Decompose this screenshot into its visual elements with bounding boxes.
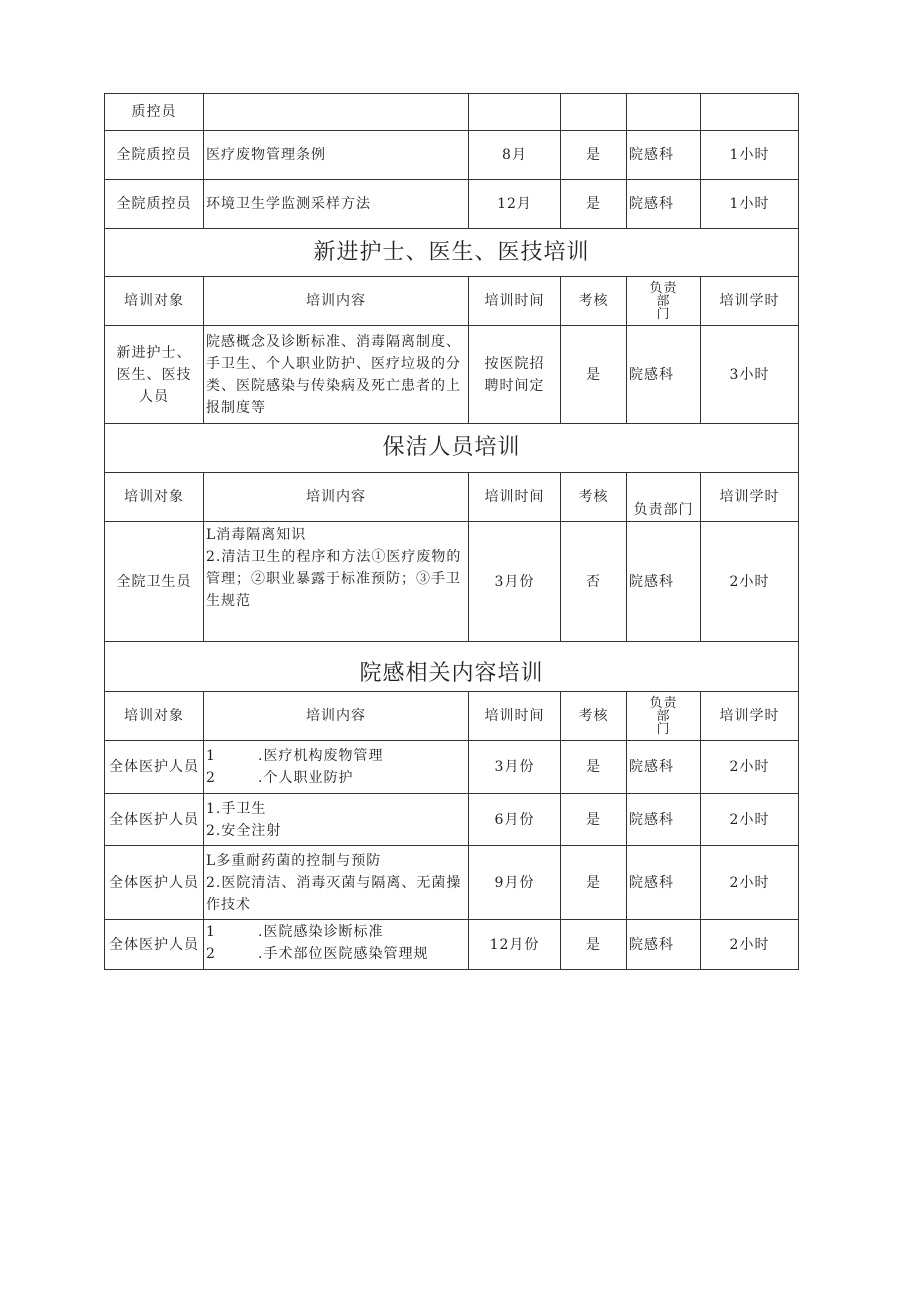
target-cell: 全体医护人员 [105, 846, 204, 920]
exam-cell: 是 [561, 741, 627, 794]
table-row [105, 920, 799, 970]
header-dept-line3: 门 [656, 721, 671, 737]
content-line: L多重耐药菌的控制与预防 [206, 852, 382, 869]
header-dept [627, 692, 701, 741]
header-time: 培训时间 [469, 277, 561, 326]
header-hours: 培训学时 [701, 277, 799, 326]
header-dept-line2: 部 [656, 708, 671, 724]
hours-cell [701, 94, 799, 131]
exam-cell: 是 [561, 846, 627, 920]
content-cell [204, 741, 469, 794]
item-text: .个人职业防护 [258, 770, 354, 786]
exam-cell: 否 [561, 522, 627, 642]
header-exam: 考核 [561, 473, 627, 522]
header-dept-line2: 部 [656, 293, 671, 309]
hours-cell: 2小时 [701, 846, 799, 920]
header-dept-line3: 门 [656, 306, 671, 322]
time-cell: 按医院招聘时间定 [469, 326, 561, 424]
item-number: 2 [206, 945, 216, 962]
header-dept-line1: 负责 [649, 280, 678, 296]
header-row [105, 692, 799, 741]
time-cell: 8月 [469, 131, 561, 180]
content-cell [204, 846, 469, 920]
content-cell: 院感概念及诊断标准、消毒隔离制度、手卫生、个人职业防护、医疗垃圾的分类、医院感染与传染病及死亡患者的上报制度等 [204, 326, 469, 424]
time-cell: 12月份 [469, 920, 561, 970]
hours-cell: 2小时 [701, 920, 799, 970]
header-row [105, 473, 799, 522]
item-text: .手术部位医院感染管理规 [258, 945, 429, 962]
content-clip [206, 921, 466, 969]
dept-cell: 院感科 [627, 522, 701, 642]
content-cell [204, 522, 469, 642]
target-cell: 全体医护人员 [105, 920, 204, 970]
table-row [105, 180, 799, 229]
header-dept-line1: 负责 [649, 695, 678, 711]
section-title: 新进护士、医生、医技培训 [105, 229, 799, 277]
content-line [206, 921, 466, 943]
header-exam: 考核 [561, 692, 627, 741]
content-line: 2.医院清洁、消毒灭菌与隔离、无菌操作技术 [206, 874, 462, 913]
hours-cell: 1小时 [701, 180, 799, 229]
content-line: L消毒隔离知识 [206, 527, 307, 543]
content-line: 2.清洁卫生的程序和方法①医疗废物的管理；②职业暴露于标准预防；③手卫生规范 [206, 549, 462, 609]
exam-cell: 是 [561, 131, 627, 180]
content-line: 1.手卫生 [206, 800, 267, 817]
header-hours: 培训学时 [701, 692, 799, 741]
header-row [105, 277, 799, 326]
header-target: 培训对象 [105, 473, 204, 522]
header-time: 培训时间 [469, 473, 561, 522]
dept-cell: 院感科 [627, 920, 701, 970]
time-cell: 12月 [469, 180, 561, 229]
content-line [206, 943, 466, 965]
time-cell: 3月份 [469, 741, 561, 794]
section-title-row [105, 642, 799, 692]
section-title: 院感相关内容培训 [105, 642, 799, 692]
time-cell: 9月份 [469, 846, 561, 920]
target-cell: 全体医护人员 [105, 794, 204, 846]
header-exam: 考核 [561, 277, 627, 326]
content-line [206, 767, 466, 789]
header-target: 培训对象 [105, 692, 204, 741]
dept-cell: 院感科 [627, 741, 701, 794]
target-cell: 新进护士、医生、医技人员 [105, 326, 204, 424]
target-cell: 全院质控员 [105, 131, 204, 180]
header-content: 培训内容 [204, 473, 469, 522]
dept-cell: 院感科 [627, 131, 701, 180]
hours-cell: 2小时 [701, 741, 799, 794]
dept-cell: 院感科 [627, 180, 701, 229]
table-row [105, 846, 799, 920]
hours-cell: 2小时 [701, 522, 799, 642]
table-row [105, 131, 799, 180]
training-plan-table [104, 93, 799, 970]
target-cell: 质控员 [105, 94, 204, 131]
target-cell: 全院质控员 [105, 180, 204, 229]
section-title: 保洁人员培训 [105, 424, 799, 473]
content-line [206, 745, 466, 767]
header-time: 培训时间 [469, 692, 561, 741]
table-row [105, 94, 799, 131]
header-target: 培训对象 [105, 277, 204, 326]
target-cell: 全院卫生员 [105, 522, 204, 642]
dept-cell: 院感科 [627, 794, 701, 846]
section-title-row [105, 229, 799, 277]
dept-cell: 院感科 [627, 326, 701, 424]
content-cell [204, 920, 469, 970]
hours-cell: 3小时 [701, 326, 799, 424]
hours-cell: 1小时 [701, 131, 799, 180]
exam-cell: 是 [561, 794, 627, 846]
dept-cell: 院感科 [627, 846, 701, 920]
content-line: 2.安全注射 [206, 822, 282, 839]
exam-cell: 是 [561, 920, 627, 970]
table-row [105, 522, 799, 642]
header-hours: 培训学时 [701, 473, 799, 522]
content-cell: 医疗废物管理条例 [204, 131, 469, 180]
exam-cell: 是 [561, 180, 627, 229]
exam-cell: 是 [561, 326, 627, 424]
item-number: 2 [206, 770, 216, 786]
table-row [105, 326, 799, 424]
section-title-row [105, 424, 799, 473]
content-cell [204, 794, 469, 846]
header-dept: 负责部门 [627, 473, 701, 522]
table-row [105, 741, 799, 794]
content-cell: 环境卫生学监测采样方法 [204, 180, 469, 229]
header-content: 培训内容 [204, 277, 469, 326]
header-content: 培训内容 [204, 692, 469, 741]
header-dept [627, 277, 701, 326]
hours-cell: 2小时 [701, 794, 799, 846]
item-number: 1 [206, 748, 216, 764]
item-number: 1 [206, 923, 216, 940]
item-text: .医院感染诊断标准 [258, 923, 384, 940]
exam-cell [561, 94, 627, 131]
content-cell [204, 94, 469, 131]
time-cell: 3月份 [469, 522, 561, 642]
dept-cell [627, 94, 701, 131]
time-cell: 6月份 [469, 794, 561, 846]
time-cell [469, 94, 561, 131]
target-cell: 全体医护人员 [105, 741, 204, 794]
table-row [105, 794, 799, 846]
item-text: .医疗机构废物管理 [258, 748, 384, 764]
